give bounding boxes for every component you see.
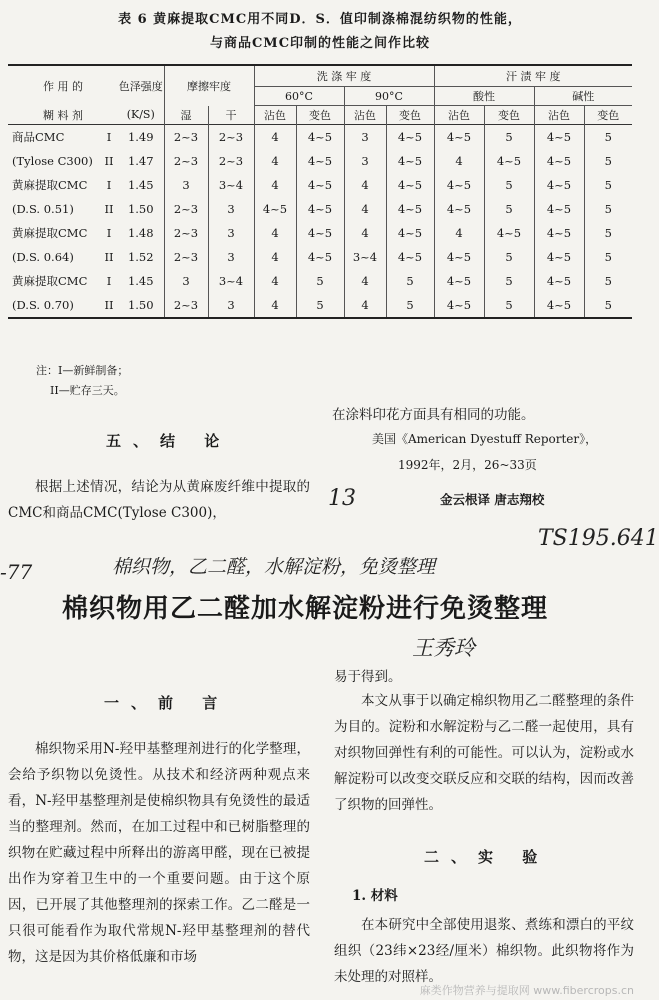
header-rub-dry: 干	[208, 106, 254, 125]
cell-w90s: 4	[344, 293, 386, 318]
source-date: 1992年，2月，26~33页	[398, 458, 537, 472]
cell-ks2: 4~5	[534, 149, 584, 173]
cell-w90c: 4~5	[386, 125, 434, 150]
cell-ac: 4~5	[484, 149, 534, 173]
performance-table	[8, 64, 632, 319]
table-caption-line1: 表 6 黄麻提取CMC用不同D．S．值印制涤棉混纺织物的性能，	[118, 12, 522, 27]
handwritten-number: 13	[328, 486, 356, 511]
right-column-first-line: 易于得到。	[334, 669, 402, 685]
table-note-2: II—贮存三天。	[50, 384, 125, 397]
row-agent-name: (Tylose C300)	[12, 154, 93, 168]
section-1-title: 一、前 言	[104, 694, 230, 712]
table-caption-line2: 与商品CMC印制的性能之间作比较	[209, 36, 431, 51]
cell-w90c: 5	[386, 293, 434, 318]
cell-as: 4~5	[434, 293, 484, 318]
header-wash-60: 60°C	[254, 87, 344, 106]
cell-wet: 2~3	[164, 245, 208, 269]
cell-w60s: 4	[254, 125, 296, 150]
cell-w90c: 4~5	[386, 173, 434, 197]
article-title: 棉织物用乙二醛加水解淀粉进行免烫整理	[62, 594, 549, 624]
header-sweat: 汗 渍 牢 度	[434, 65, 632, 87]
cell-w60s: 4	[254, 245, 296, 269]
cell-w90s: 3	[344, 149, 386, 173]
cell-ac: 5	[484, 125, 534, 150]
cell-w60c: 4~5	[296, 173, 344, 197]
cell-kc: 5	[584, 245, 632, 269]
header-change: 变色	[484, 106, 534, 125]
section-5-paragraph: 根据上述情况，结论为从黄麻废纤维中提取的CMC和商品CMC(Tylose C300)，	[8, 479, 310, 521]
cell-w90s: 3~4	[344, 245, 386, 269]
header-sweat-acid: 酸性	[434, 87, 534, 106]
cell-kc: 5	[584, 269, 632, 293]
table-row	[8, 149, 632, 173]
row-grade: I	[106, 178, 112, 192]
cell-w90s: 4	[344, 173, 386, 197]
row-grade: I	[106, 274, 112, 288]
cell-as: 4~5	[434, 245, 484, 269]
row-agent-name: 黄麻提取CMC	[12, 226, 88, 240]
cell-w90c: 4~5	[386, 197, 434, 221]
cell-ks: 1.47	[127, 154, 154, 168]
cell-wet: 2~3	[164, 197, 208, 221]
cell-kc: 5	[584, 221, 632, 245]
header-change: 变色	[386, 106, 434, 125]
cell-kc: 5	[584, 149, 632, 173]
cell-wet: 2~3	[164, 293, 208, 318]
cell-as: 4~5	[434, 125, 484, 150]
section-2-title: 二、实 验	[424, 848, 550, 866]
cell-wet: 2~3	[164, 125, 208, 150]
cell-w60s: 4	[254, 149, 296, 173]
header-wash-90: 90°C	[344, 87, 434, 106]
cell-dry: 2~3	[208, 149, 254, 173]
cell-ac: 5	[484, 245, 534, 269]
row-grade: II	[104, 202, 114, 216]
cell-ac: 5	[484, 197, 534, 221]
row-grade: I	[106, 130, 112, 144]
cell-ks: 1.50	[127, 298, 154, 312]
cell-dry: 3	[208, 245, 254, 269]
cell-ks: 1.50	[127, 202, 154, 216]
row-agent-name: 黄麻提取CMC	[12, 274, 88, 288]
cell-w60c: 5	[296, 269, 344, 293]
table-row	[8, 125, 632, 150]
cell-ac: 5	[484, 293, 534, 318]
materials-text	[334, 912, 634, 990]
header-stain: 沾色	[434, 106, 484, 125]
cell-w60c: 4~5	[296, 221, 344, 245]
cell-ks: 1.52	[127, 250, 154, 264]
row-grade: II	[104, 154, 114, 168]
cell-wet: 2~3	[164, 149, 208, 173]
cell-w90c: 4~5	[386, 221, 434, 245]
cell-ks2: 4~5	[534, 269, 584, 293]
table-row	[8, 173, 632, 197]
table-body	[8, 125, 632, 319]
cell-ks: 1.45	[127, 178, 154, 192]
table-row	[8, 293, 632, 318]
cell-w90s: 4	[344, 197, 386, 221]
section-5-text	[8, 474, 310, 526]
header-rub-wet: 湿	[164, 106, 208, 125]
header-stain: 沾色	[534, 106, 584, 125]
cell-as: 4~5	[434, 197, 484, 221]
handwritten-class-code: TS195.641	[538, 526, 659, 551]
header-change: 变色	[584, 106, 632, 125]
header-sweat-alkali: 碱性	[534, 87, 632, 106]
cell-wet: 3	[164, 269, 208, 293]
section-1-paragraph: 棉织物采用N-羟甲基整理剂进行的化学整理，会给予织物以免烫性。从技术和经济两种观点来看，N-羟甲基整理剂是使棉织物具有免烫性的最适当的整理剂。然而，在加工过程中和已树脂整理的织物在贮藏过程中所释出的游离甲醛，现在已被提出作为穿着卫生中的一个重要问题。由于这个原因，已开展了其他整理剂的探索工作。乙二醛是一只很可能看作为取代常规N-羟甲基整理剂的替代物，这是因为其价格低廉和市场	[8, 741, 310, 965]
table-row	[8, 245, 632, 269]
cell-dry: 3	[208, 221, 254, 245]
table-row	[8, 269, 632, 293]
cell-ks2: 4~5	[534, 221, 584, 245]
cell-as: 4~5	[434, 173, 484, 197]
row-agent-name: 商品CMC	[12, 130, 65, 144]
cell-ks2: 4~5	[534, 197, 584, 221]
cell-w60c: 4~5	[296, 125, 344, 150]
cell-as: 4	[434, 221, 484, 245]
header-ks-bottom: (K/S)	[126, 108, 155, 122]
cell-ks2: 4~5	[534, 245, 584, 269]
cell-w60c: 4~5	[296, 197, 344, 221]
cell-ac: 5	[484, 269, 534, 293]
cell-ks2: 4~5	[534, 173, 584, 197]
cell-w60s: 4	[254, 293, 296, 318]
row-grade: I	[106, 226, 112, 240]
table-row	[8, 221, 632, 245]
cell-dry: 3~4	[208, 269, 254, 293]
cell-w90s: 4	[344, 269, 386, 293]
header-rub: 摩擦牢度	[164, 65, 254, 106]
continuation-text: 在涂料印花方面具有相同的功能。	[332, 407, 535, 423]
cell-ks: 1.49	[127, 130, 154, 144]
row-agent-name: 黄麻提取CMC	[12, 178, 88, 192]
watermark: 麻类作物营养与提取网 www.fibercrops.cn	[419, 984, 634, 997]
cell-ks: 1.45	[127, 274, 154, 288]
header-agent-top: 作 用 的	[43, 79, 83, 93]
row-agent-name: (D.S. 0.51)	[12, 202, 74, 216]
cell-w60s: 4~5	[254, 197, 296, 221]
right-column-intro	[334, 688, 634, 818]
intro-paragraph: 本文从事于以确定棉织物用乙二醛整理的条件为目的。淀粉和水解淀粉与乙二醛一起使用，具有对织物回弹性有利的可能性。可以认为，淀粉或水解淀粉可以改变交联反应和交联的结构，因而改善了织物的回弹性。	[334, 693, 634, 813]
cell-dry: 3	[208, 197, 254, 221]
cell-w90c: 5	[386, 269, 434, 293]
table-note-1: 注：I—新鲜制备；	[36, 364, 129, 377]
header-agent-bottom: 糊 料 剂	[43, 108, 83, 122]
cell-wet: 2~3	[164, 221, 208, 245]
handwritten-keywords: 棉织物，乙二醛，水解淀粉，免烫整理	[112, 556, 436, 578]
cell-ks2: 4~5	[534, 125, 584, 150]
cell-dry: 2~3	[208, 125, 254, 150]
row-grade: II	[104, 250, 114, 264]
section-1-text	[8, 736, 310, 970]
cell-w90s: 4	[344, 221, 386, 245]
cell-wet: 3	[164, 173, 208, 197]
header-wash: 洗 涤 牢 度	[254, 65, 434, 87]
cell-ac: 4~5	[484, 221, 534, 245]
cell-w90s: 3	[344, 125, 386, 150]
materials-paragraph: 在本研究中全部使用退浆、煮练和漂白的平纹组织（23纬×23经/厘米）棉织物。此织物将作为未处理的对照样。	[334, 917, 634, 985]
cell-w60c: 4~5	[296, 245, 344, 269]
cell-kc: 5	[584, 293, 632, 318]
handwritten-margin-mark: -77	[0, 560, 33, 584]
cell-dry: 3	[208, 293, 254, 318]
header-stain: 沾色	[254, 106, 296, 125]
header-ks-top: 色泽强度	[118, 79, 163, 93]
source-citation: 美国《American Dyestuff Reporter》，	[372, 432, 598, 446]
subsection-materials: 1. 材料	[352, 888, 398, 904]
table-row	[8, 197, 632, 221]
cell-w90c: 4~5	[386, 245, 434, 269]
row-agent-name: (D.S. 0.70)	[12, 298, 74, 312]
cell-w60c: 4~5	[296, 149, 344, 173]
cell-ks2: 4~5	[534, 293, 584, 318]
translator-credit: 金云根译 唐志翔校	[440, 492, 545, 507]
cell-as: 4~5	[434, 269, 484, 293]
row-grade: II	[104, 298, 114, 312]
cell-w60c: 5	[296, 293, 344, 318]
row-agent-name: (D.S. 0.64)	[12, 250, 74, 264]
cell-w60s: 4	[254, 221, 296, 245]
handwritten-author: 王秀玲	[412, 636, 475, 660]
cell-kc: 5	[584, 173, 632, 197]
cell-kc: 5	[584, 125, 632, 150]
cell-as: 4	[434, 149, 484, 173]
cell-kc: 5	[584, 197, 632, 221]
cell-w90c: 4~5	[386, 149, 434, 173]
section-5-title: 五、结 论	[106, 432, 232, 450]
cell-ks: 1.48	[127, 226, 154, 240]
cell-w60s: 4	[254, 173, 296, 197]
cell-dry: 3~4	[208, 173, 254, 197]
header-stain: 沾色	[344, 106, 386, 125]
cell-ac: 5	[484, 173, 534, 197]
header-change: 变色	[296, 106, 344, 125]
cell-w60s: 4	[254, 269, 296, 293]
